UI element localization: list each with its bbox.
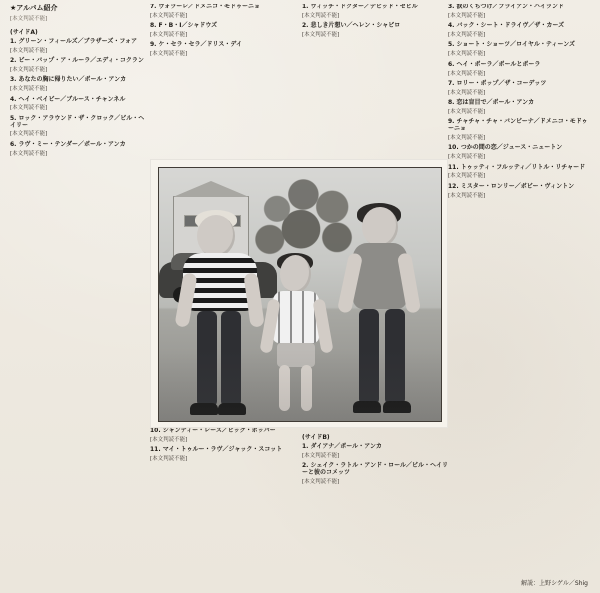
head-shape: [280, 255, 311, 293]
track-title: 7. ロリー・ポップ／ザ・コーデッツ: [448, 79, 547, 87]
track-title: 1. ダイアナ／ポール・アンカ: [302, 443, 382, 451]
list-item: [10, 77, 150, 92]
side-b-heading: (サイドB): [302, 434, 330, 441]
track-body: [本文判読不能]: [10, 86, 48, 93]
track-title: 2. シェイク・ラトル・アンド・ロール／ビル・ヘイリーと彼のコメッツ: [302, 462, 448, 477]
right-top-track-list: [302, 4, 448, 38]
middle-top-track-list: [150, 4, 300, 58]
list-item: [10, 142, 150, 157]
list-item: [10, 58, 150, 73]
track-body: [本文判読不能]: [150, 32, 188, 39]
track-body: [本文判読不能]: [448, 108, 486, 115]
track-title: 11. マイ・トゥルー・ラヴ／ジャック・スコット: [150, 446, 283, 454]
head-shape: [197, 215, 235, 257]
list-item: [448, 23, 593, 38]
shirt-shape: [353, 243, 407, 309]
list-item: [150, 42, 300, 57]
middle-bottom-column: [150, 428, 300, 588]
right-top-column: [302, 4, 448, 159]
track-title: 3. 涙のくちづけ／ブライアン・ハイランド: [448, 4, 564, 10]
track-body: [本文判読不能]: [448, 89, 486, 96]
list-item: [10, 116, 150, 138]
left-track-list: [10, 39, 150, 157]
list-item: [448, 42, 593, 57]
credit-text: 解説：上野シゲル／Shig: [521, 579, 588, 587]
track-body: [本文判読不能]: [10, 47, 48, 54]
list-item: [150, 23, 300, 38]
track-title: 3. あなたの胸に帰りたい／ポール・アンカ: [10, 76, 127, 84]
photo-frame: [150, 159, 448, 428]
track-title: 11. トゥッティ・フルッティ／リトル・リチャード: [448, 163, 586, 171]
track-body: [本文判読不能]: [302, 479, 340, 486]
far-right-column: [448, 4, 593, 588]
track-title: 7. ヴォラーレ／ドメニコ・モドゥーニョ: [150, 4, 260, 10]
left-intro-body: [本文判読不能]: [10, 16, 48, 23]
shirt-shape: [273, 291, 319, 343]
side-a-heading: (サイドA): [10, 28, 38, 36]
track-body: [本文判読不能]: [448, 135, 486, 141]
track-body: [本文判読不能]: [150, 436, 188, 443]
left-column: [10, 4, 150, 588]
list-item: [448, 165, 593, 180]
track-title: 6. ラヴ・ミー・テンダー／ポール・アンカ: [10, 140, 126, 148]
photo-shadow: [159, 349, 441, 421]
list-item: [448, 62, 593, 77]
far-right-track-list: [448, 4, 593, 199]
track-body: [本文判読不能]: [448, 154, 486, 161]
group-photo: [158, 167, 442, 422]
list-item: [150, 4, 300, 19]
track-body: [本文判読不能]: [448, 70, 486, 77]
list-item: [448, 4, 593, 19]
right-bottom-column: [302, 428, 448, 588]
track-body: [本文判読不能]: [448, 32, 486, 39]
track-body: [本文判読不能]: [448, 12, 486, 19]
head-shape: [362, 207, 398, 247]
track-body: [本文判読不能]: [302, 453, 340, 460]
list-item: [150, 447, 300, 462]
list-item: [448, 145, 593, 160]
track-title: 4. バック・シート・ドライヴ／ザ・カーズ: [448, 22, 565, 30]
track-body: [本文判読不能]: [302, 32, 340, 39]
track-body: [本文判読不能]: [302, 12, 340, 19]
track-body: [本文判読不能]: [448, 51, 486, 58]
middle-bottom-track-list: [150, 428, 300, 462]
track-title: 8. 恋は盲目で／ポール・アンカ: [448, 99, 535, 107]
arm-shape: [243, 272, 264, 327]
middle-top-column: [150, 4, 300, 159]
list-item: [302, 4, 448, 19]
list-item: [302, 23, 448, 38]
album-intro-heading: ★アルバム紹介: [10, 4, 58, 12]
list-item: [10, 97, 150, 112]
track-body: [本文判読不能]: [150, 12, 188, 19]
list-item: [302, 463, 448, 485]
list-item: [448, 184, 593, 199]
track-title: 2. ビー・バップ・ア・ルーラ／エディ・コクラン: [10, 57, 144, 65]
track-title: 9. チャチャ・チャ・バンビーナ／ドメニコ・モドゥーニョ: [448, 118, 588, 133]
track-title: 6. ヘイ・ポーラ／ポールとポーラ: [448, 60, 541, 68]
list-item: [10, 39, 150, 54]
track-title: 2. 悲しき片想い／ヘレン・シャピロ: [302, 22, 401, 30]
track-title: 10. シャンティー・レース／ビッグ・ボッパー: [150, 428, 276, 434]
track-body: [本文判読不能]: [10, 150, 48, 157]
track-title: 5. ショート・ショーツ／ロイヤル・ティーンズ: [448, 41, 576, 49]
track-title: 1. グリーン・フィールズ／ブラザーズ・フォア: [10, 37, 138, 45]
list-item: [150, 428, 300, 443]
track-title: 1. ウィッチ・ドクター／デビッド・セビル: [302, 4, 418, 10]
list-item: [448, 100, 593, 115]
list-item: [448, 119, 593, 141]
track-title: 12. ミスター・ロンリー／ボビー・ヴィントン: [448, 182, 575, 190]
list-item: [448, 81, 593, 96]
track-body: [本文判読不能]: [150, 51, 188, 58]
track-title: 4. ヘイ・ベイビー／ブルース・チャンネル: [10, 95, 126, 103]
list-item: [302, 444, 448, 459]
track-title: 9. ケ・セラ・セラ／ドリス・デイ: [150, 41, 243, 49]
track-title: 8. F・B・I／シャドウズ: [150, 22, 218, 30]
track-title: 10. つかの間の恋／ジュース・ニュートン: [448, 144, 563, 152]
track-body: [本文判読不能]: [150, 456, 188, 463]
track-body: [本文判読不能]: [10, 105, 48, 112]
track-body: [本文判読不能]: [448, 192, 486, 199]
track-body: [本文判読不能]: [10, 66, 48, 73]
track-body: [本文判読不能]: [10, 131, 48, 138]
track-body: [本文判読不能]: [448, 173, 486, 180]
right-bottom-track-list: [302, 444, 448, 485]
track-title: 5. ロック・アラウンド・ザ・クロック／ビル・ヘイリー: [10, 114, 145, 129]
